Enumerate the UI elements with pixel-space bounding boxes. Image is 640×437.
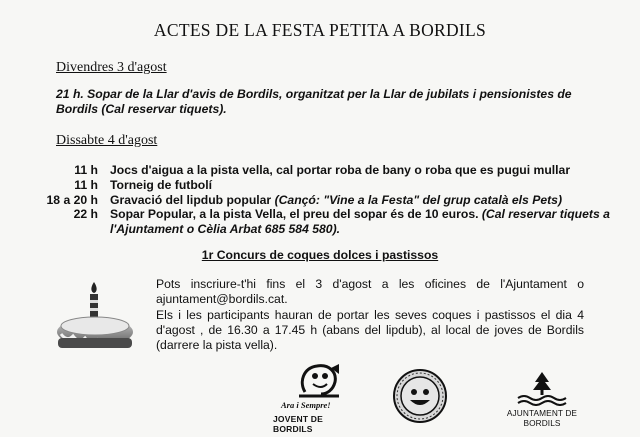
friday-event: 21 h. Sopar de la Llar d'avis de Bordils, organitzat per la Llar de jubilats i pensionistes de Bordils (Cal reservar tiquets). <box>56 87 572 116</box>
tree-river-logo <box>492 370 592 406</box>
ajuntament-logo <box>492 370 592 428</box>
jovent-tagline: Ara i Sempre! <box>281 400 331 410</box>
event-time: 11 h <box>74 177 98 192</box>
contest-heading: 1r Concurs de coques dolces i pastissos <box>201 248 439 262</box>
event-description: Gravació del lipdub popular (Cançó: "Vine a la Festa" del grup català els Pets) <box>110 192 563 207</box>
page-title: ACTES DE LA FESTA PETITA A BORDILS <box>153 20 487 40</box>
birthday-cake-icon <box>54 280 136 362</box>
saturday-events <box>0 163 640 237</box>
event-note: (Cal reservar tiquets a l'Ajuntament o Cèlia Arbat 685 584 580). <box>110 207 610 237</box>
ajuntament-name: AJUNTAMENT DE BORDILS <box>506 408 578 428</box>
round-seal-icon <box>392 368 448 424</box>
saturday-heading: Dissabte 4 d'agost <box>56 133 158 148</box>
event-time: 11 h <box>74 163 98 177</box>
jovent-name: JOVENT DE BORDILS <box>273 414 323 434</box>
event-time: 18 a 20 h <box>46 192 98 207</box>
event-note: (Cançó: "Vine a la Festa" del grup català els Pets) <box>274 192 563 207</box>
event-time: 22 h <box>73 207 98 222</box>
event-description: Jocs d'aigua a la pista vella, cal portar roba de bany o roba que es pugui mullar <box>110 163 571 177</box>
jovent-logo <box>273 362 363 434</box>
character-icon <box>291 362 347 400</box>
event-row <box>0 178 640 193</box>
friday-heading: Divendres 3 d'agost <box>56 60 167 75</box>
contest-details: Els i les participants hauran de portar les seves coques i pastissos el dia 4 d'agost , de 16.30 a 17.45 h (abans del lipdub), al local de joves de Bordils (darrere la pista vella). <box>156 307 584 353</box>
event-description: Sopar Popular, a la pista Vella, el preu del sopar és de 10 euros. (Cal reservar tiquets a l'Ajuntament o Cèlia Arbat 685 584 580). <box>110 207 610 237</box>
event-row <box>0 207 640 237</box>
event-row <box>0 163 640 178</box>
event-row <box>0 193 640 208</box>
contest-info <box>156 277 584 353</box>
contest-registration: Pots inscriure-t'hi fins el 3 d'agost a les oficines de l'Ajuntament o ajuntament@bordils.cat. <box>156 277 584 307</box>
event-description: Torneig de futbolí <box>110 177 212 192</box>
